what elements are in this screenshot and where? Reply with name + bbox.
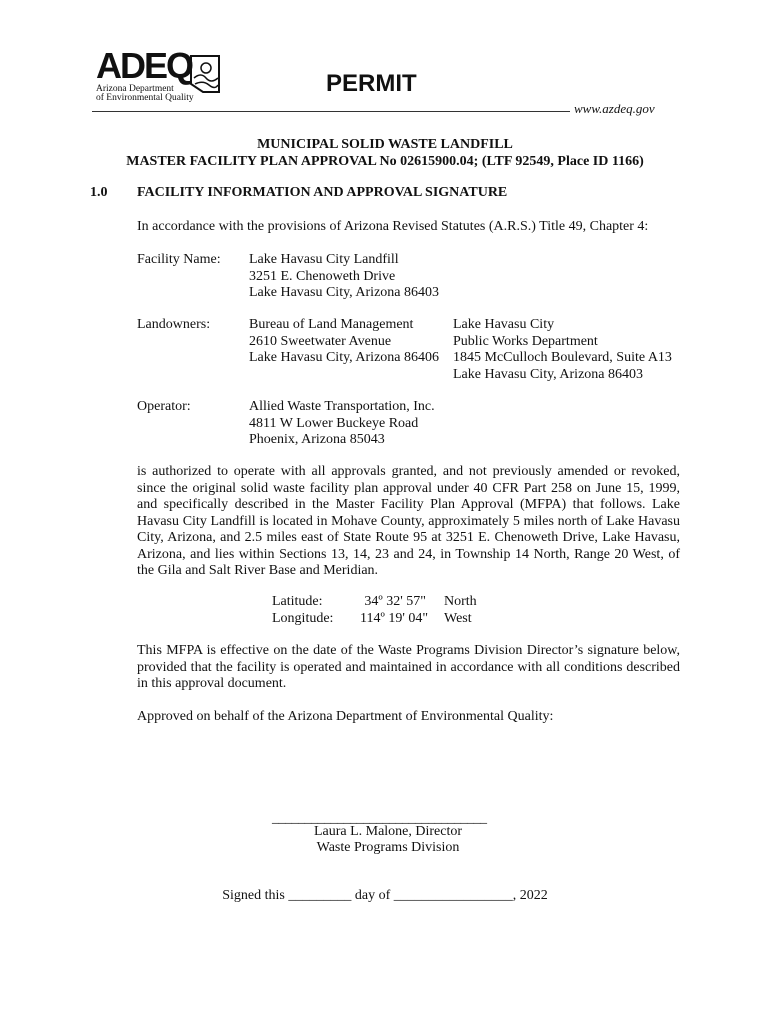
facility-name-label: Facility Name: <box>137 252 221 267</box>
longitude-label: Longitude: <box>272 610 334 626</box>
operator-line: Allied Waste Transportation, Inc. <box>249 399 435 414</box>
landowner-line: Lake Havasu City, Arizona 86403 <box>453 366 643 382</box>
logo-subtitle-line2: of Environmental Quality <box>96 93 194 103</box>
landowners-label: Landowners: <box>137 317 211 332</box>
section-number: 1.0 <box>90 185 108 200</box>
longitude-direction: West <box>444 610 472 626</box>
adeq-logo <box>96 45 226 103</box>
facility-line: Lake Havasu City, Arizona 86403 <box>249 285 439 300</box>
effective-paragraph: This MFPA is effective on the date of the Waste Programs Division Director’s signature below, provided that the facility is operated and maintained in accordance with all conditions described in this approval document. <box>137 643 680 691</box>
signatory-division: Waste Programs Division <box>316 840 460 855</box>
latitude-label: Latitude: <box>272 594 323 609</box>
landowner-line: 1845 McCulloch Boulevard, Suite A13 <box>453 350 672 365</box>
website-link[interactable]: www.azdeq.gov <box>574 101 655 116</box>
landowner-1-address <box>249 317 439 367</box>
signature-line[interactable]: _________________________________ <box>272 811 487 826</box>
section-heading: FACILITY INFORMATION AND APPROVAL SIGNATURE <box>137 185 508 200</box>
document-title-line1: MUNICIPAL SOLID WASTE LANDFILL <box>257 137 513 152</box>
operator-line: Phoenix, Arizona 85043 <box>249 432 385 447</box>
logo-subtitle-line1: Arizona Department <box>96 84 174 94</box>
landowner-line: Lake Havasu City, Arizona 86406 <box>249 350 439 365</box>
landowner-line: Lake Havasu City <box>453 317 555 332</box>
intro-text: In accordance with the provisions of Arizona Revised Statutes (A.R.S.) Title 49, Chapter 4: <box>137 219 649 234</box>
logo-wordmark: ADEQ <box>96 45 193 86</box>
landowner-2-address <box>453 317 672 383</box>
signatory-name: Laura L. Malone, Director <box>313 824 463 839</box>
header-divider <box>92 111 570 112</box>
document-title-line2: MASTER FACILITY PLAN APPROVAL No 02615900.04; (LTF 92549, Place ID 1166) <box>126 154 644 169</box>
operator-address <box>249 399 435 449</box>
landowner-line: Public Works Department <box>453 333 598 349</box>
authorization-paragraph: is authorized to operate with all approvals granted, and not previously amended or revoked, since the original solid waste facility plan approval under 40 CFR Part 258 on June 15, 1999, and specifically described in the Master Facility Plan Approval (MFPA) that follows. Lake Havasu City Landfill is located in Mohave County, approximately 5 miles north of Lake Havasu City, Arizona, and 2.5 miles east of State Route 95 at 3251 E. Chenoweth Drive, Lake Havasu, Arizona, and lies within Sections 13, 14, 23 and 24, in Township 14 North, Range 20 West, of the Gila and Salt River Base and Meridian. <box>137 464 680 578</box>
latitude-direction: North <box>444 594 477 609</box>
landowner-line: 2610 Sweetwater Avenue <box>249 333 392 349</box>
signed-date-line[interactable]: Signed this _________ day of _________________, 2022 <box>222 888 548 903</box>
latitude-value: 34º 32' 57" <box>364 594 426 609</box>
approved-statement: Approved on behalf of the Arizona Department of Environmental Quality: <box>137 709 554 724</box>
operator-line: 4811 W Lower Buckeye Road <box>249 415 419 431</box>
facility-address <box>249 252 439 302</box>
facility-line: Lake Havasu City Landfill <box>249 252 399 267</box>
document-type-title: PERMIT <box>326 70 417 97</box>
landowner-line: Bureau of Land Management <box>249 317 414 332</box>
arizona-map-emblem-icon <box>189 54 223 94</box>
operator-label: Operator: <box>137 399 191 414</box>
facility-line: 3251 E. Chenoweth Drive <box>249 268 396 284</box>
longitude-value: 114º 19' 04" <box>360 610 429 626</box>
